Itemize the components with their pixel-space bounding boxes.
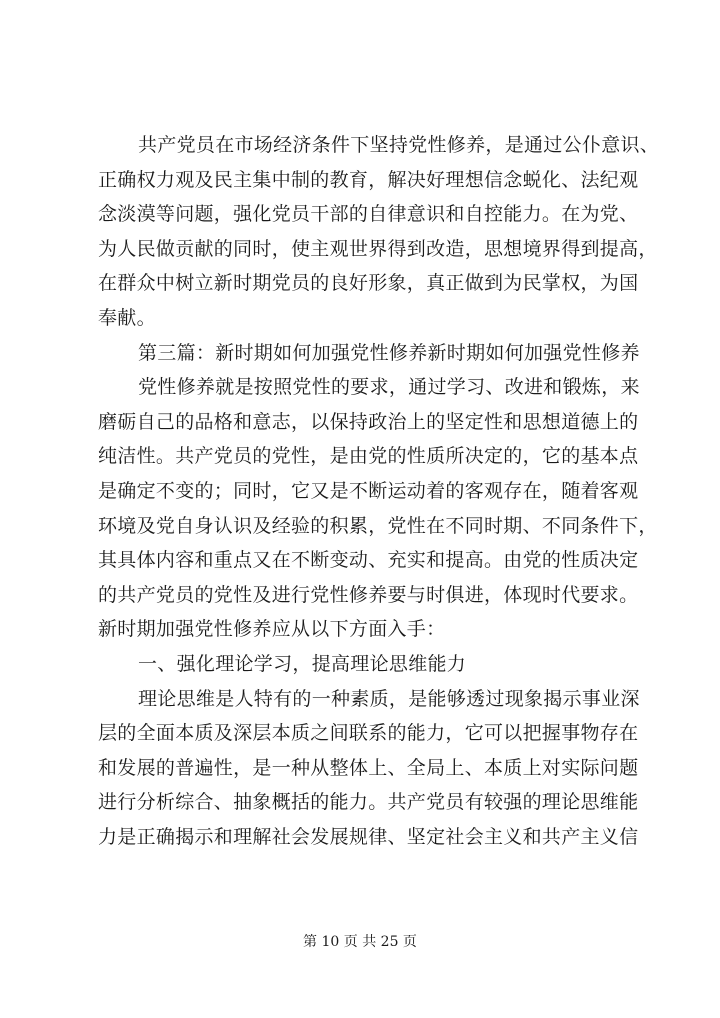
body-line: 党性修养就是按照党性的要求，通过学习、改进和锻炼，来 — [138, 376, 640, 399]
body-line: 念淡漠等问题，强化党员干部的自律意识和自控能力。在为党、 — [98, 203, 639, 226]
body-line: 力是正确揭示和理解社会发展规律、坚定社会主义和共产主义信 — [98, 825, 639, 848]
body-line: 其具体内容和重点又在不断变动、充实和提高。由党的性质决定 — [98, 549, 639, 572]
subsection-heading: 一、强化理论学习，提高理论思维能力 — [138, 652, 467, 675]
document-body — [98, 128, 658, 854]
body-line: 新时期加强党性修养应从以下方面入手： — [98, 618, 446, 641]
section-heading: 第三篇：新时期如何加强党性修养新时期如何加强党性修养 — [138, 341, 640, 364]
body-line: 理论思维是人特有的一种素质，是能够透过现象揭示事业深 — [138, 687, 640, 710]
body-line: 磨砺自己的品格和意志，以保持政治上的坚定性和思想道德上的 — [98, 410, 639, 433]
body-line: 为人民做贡献的同时，使主观世界得到改造，思想境界得到提高， — [98, 237, 658, 260]
body-line: 和发展的普遍性，是一种从整体上、全局上、本质上对实际问题 — [98, 756, 639, 779]
body-line: 正确权力观及民主集中制的教育，解决好理想信念蜕化、法纪观 — [98, 168, 639, 191]
body-line: 的共产党员的党性及进行党性修养要与时俱进，体现时代要求。 — [98, 583, 639, 606]
body-line: 共产党员在市场经济条件下坚持党性修养，是通过公仆意识、 — [138, 134, 660, 156]
body-line: 在群众中树立新时期党员的良好形象，真正做到为民掌权，为国 — [98, 272, 639, 295]
body-line: 环境及党自身认识及经验的积累，党性在不同时期、不同条件下， — [98, 514, 658, 537]
body-line: 进行分析综合、抽象概括的能力。共产党员有较强的理论思维能 — [98, 791, 639, 814]
page-number-footer: 第 10 页 共 25 页 — [303, 934, 417, 950]
body-line: 纯洁性。共产党员的党性，是由党的性质所决定的，它的基本点 — [98, 445, 639, 468]
body-line: 奉献。 — [98, 306, 156, 329]
body-line: 是确定不变的；同时，它又是不断运动着的客观存在，随着客观 — [98, 479, 639, 502]
body-line: 层的全面本质及深层本质之间联系的能力，它可以把握事物存在 — [98, 722, 639, 745]
